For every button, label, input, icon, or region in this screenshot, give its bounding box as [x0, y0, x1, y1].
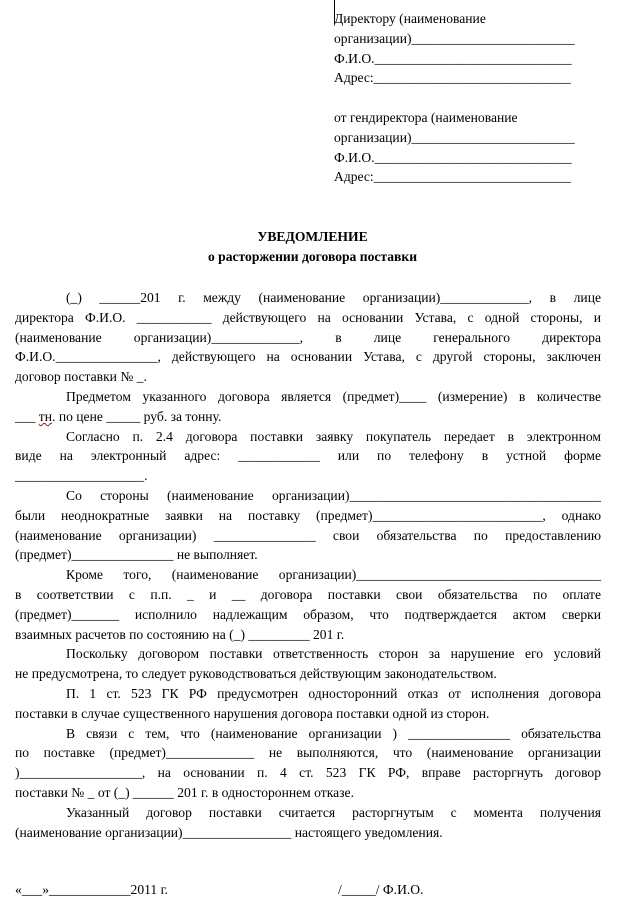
- body-line: были неоднократные заявки на поставку (предмет)_________________________, однако: [15, 507, 601, 523]
- body-line: взаимных расчетов по состоянию на (_) _________ 201 г.: [15, 626, 345, 642]
- to-line: организации)________________________: [334, 30, 575, 46]
- body-line: В связи с тем, что (наименование организации ) _______________ обязательства: [66, 725, 601, 741]
- body-line: договор поставки № _.: [15, 369, 147, 385]
- body-line: Предметом указанного договора является (предмет)____ (измерение) в количестве: [66, 388, 601, 404]
- body-line: П. 1 ст. 523 ГК РФ предусмотрен односторонний отказ от исполнения договора: [66, 685, 601, 701]
- body-line: Указанный договор поставки считается расторгнутым с момента получения: [66, 804, 601, 820]
- body-line: не предусмотрена, то следует руководствоваться действующим законодательством.: [15, 666, 497, 682]
- body-line: [15, 407, 601, 427]
- line-segment: . по цене _____ руб. за тонну.: [52, 408, 222, 424]
- body-line: в соответствии с п.п. _ и __ договора поставки свои обязательства по оплате: [15, 586, 601, 602]
- body-line: виде на электронный адрес: ____________ или по телефону в устной форме: [15, 448, 601, 464]
- body-line: Согласно п. 2.4 договора поставки заявку покупатель передает в электронном: [66, 428, 601, 444]
- body-line: (наименование организации)________________ настоящего уведомления.: [15, 824, 443, 840]
- from-line: Адрес:_____________________________: [334, 169, 571, 185]
- body-line: поставки в случае существенного нарушения договора поставки одной из сторон.: [15, 705, 490, 721]
- to-line: Директору (наименование: [334, 11, 486, 26]
- body-line: поставки № _ от (_) ______ 201 г. в одностороннем отказе.: [15, 784, 354, 800]
- body-line: (предмет)_______ исполнило надлежащим образом, что подтверждается актом сверки: [15, 606, 601, 622]
- header-spacer: [334, 88, 609, 108]
- spellcheck-word: тн: [38, 408, 53, 424]
- body-line: )__________________, на основании п. 4 ст. 523 ГК РФ, вправе расторгнуть договор: [15, 765, 601, 781]
- body-line: Со стороны (наименование организации)_____________________________________: [66, 487, 601, 503]
- body-line: (наименование организации)_____________, в лице генерального директора: [15, 329, 601, 345]
- addressee-block: [334, 9, 609, 187]
- body-line: Ф.И.О._______________, действующего на основании Устава, с другой стороны, заключен: [15, 349, 601, 365]
- body-line: Кроме того, (наименование организации)____________________________________: [66, 567, 601, 583]
- body-line: директора Ф.И.О. ___________ действующего на основании Устава, с одной стороны, и: [15, 309, 601, 325]
- body-line: (_) ______201 г. между (наименование организации)_____________, в лице: [66, 290, 601, 305]
- line-segment: ___: [15, 408, 39, 424]
- body-line: ___________________.: [15, 468, 148, 484]
- body-line: (наименование организации) _______________ свои обязательства по предоставлению: [15, 527, 601, 543]
- from-line: от гендиректора (наименование: [334, 109, 518, 125]
- body-line: (предмет)_______________ не выполняет.: [15, 547, 258, 563]
- body-line: Поскольку договором поставки ответственность сторон за нарушение его условий: [66, 646, 601, 662]
- footer-date: «___»____________2011 г.: [15, 882, 169, 897]
- to-line: Адрес:_____________________________: [334, 70, 571, 86]
- document-subtitle: о расторжении договора поставки: [207, 249, 418, 264]
- document-body: [15, 288, 601, 842]
- body-line: по поставке (предмет)_____________ не выполняются, что (наименование организации: [15, 745, 601, 761]
- document-title: УВЕДОМЛЕНИЕ: [257, 229, 368, 244]
- from-line: Ф.И.О._____________________________: [334, 149, 572, 165]
- to-line: Ф.И.О._____________________________: [334, 50, 572, 66]
- footer-signature: /_____/ Ф.И.О.: [338, 882, 424, 897]
- from-line: организации)________________________: [334, 129, 575, 145]
